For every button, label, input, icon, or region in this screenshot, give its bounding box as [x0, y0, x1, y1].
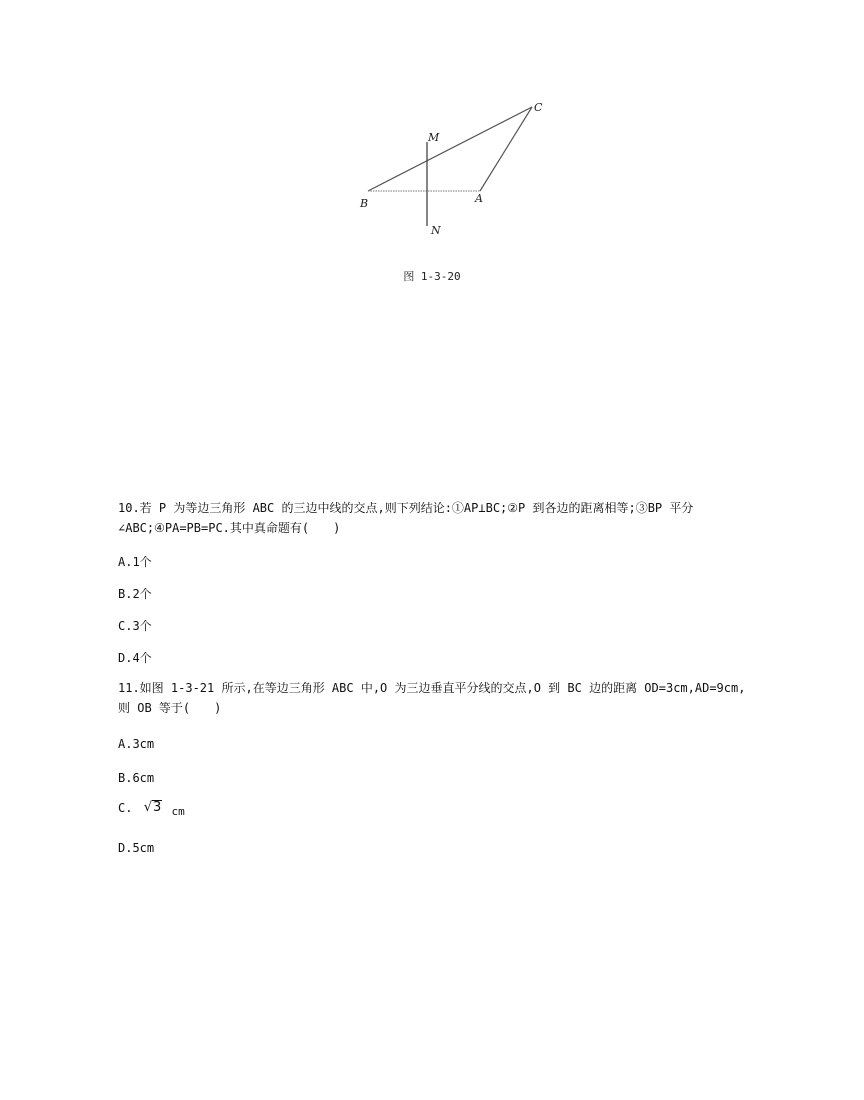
- figure-caption: 图 1-3-20: [403, 270, 461, 283]
- question-10-option-d: D.4个: [118, 651, 152, 665]
- question-11-line-2: 则 OB 等于( ): [118, 701, 222, 715]
- segment-ca: [480, 107, 532, 191]
- triangle-figure: [350, 96, 550, 242]
- square-root-expression: [144, 800, 163, 816]
- question-10: [118, 498, 748, 538]
- segment-bc: [368, 107, 532, 191]
- question-11-option-b: B.6cm: [118, 771, 155, 785]
- label-a: A: [475, 192, 483, 205]
- option-c-prefix: C.: [118, 801, 133, 815]
- triangle-diagram: [350, 96, 550, 242]
- question-11-option-d: D.5cm: [118, 841, 155, 855]
- question-11-option-a: A.3cm: [118, 737, 155, 751]
- label-c: C: [534, 101, 543, 114]
- label-b: B: [360, 197, 369, 210]
- radicand: 3: [152, 800, 162, 815]
- question-11-line-1: 11.如图 1-3-21 所示,在等边三角形 ABC 中,O 为三边垂直平分线的交点,O 到 BC 边的距离 OD=3cm,AD=9cm,: [118, 681, 746, 695]
- question-10-line-2: ∠ABC;④PA=PB=PC.其中真命题有( ): [118, 521, 341, 535]
- question-10-option-a: A.1个: [118, 555, 152, 569]
- option-c-unit: cm: [171, 805, 185, 818]
- question-11: [118, 678, 748, 718]
- label-n: N: [431, 224, 441, 237]
- question-10-option-b: B.2个: [118, 587, 152, 601]
- question-10-option-c: C.3个: [118, 619, 152, 633]
- question-10-line-1: 10.若 P 为等边三角形 ABC 的三边中线的交点,则下列结论:①AP⊥BC;②P 到各边的距离相等;③BP 平分: [118, 501, 694, 515]
- question-11-option-c: [118, 800, 185, 820]
- radical-sign: √: [143, 800, 152, 815]
- label-m: M: [428, 131, 440, 144]
